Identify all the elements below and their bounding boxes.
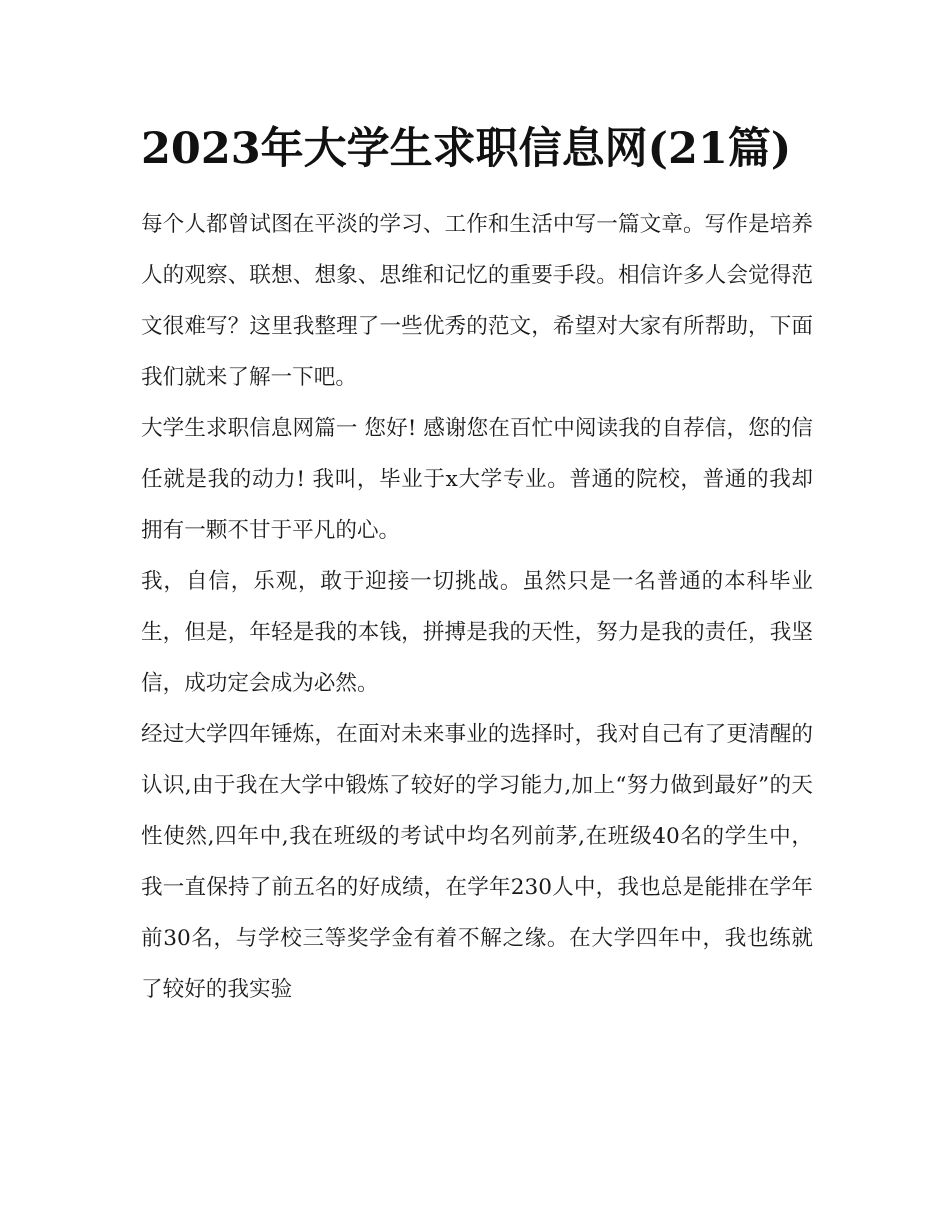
paragraph-university-experience: 经过大学四年锤炼，在面对未来事业的选择时，我对自己有了更清醒的认识,由于我在大学中锻炼了较好的学习能力,加上“努力做到最好”的天性使然,四年中,我在班级的考试中均名列前茅,在班级40名的学生中，我一直保持了前五名的好成绩，在学年230人中，我也总是能排在学年前30名，与学校三等奖学金有着不解之缘。在大学四年中，我也练就了较好的我实验 bbox=[141, 722, 813, 1002]
paragraph-self-description: 我，自信，乐观，敢于迎接一切挑战。虽然只是一名普通的本科毕业生，但是，年轻是我的本钱，拼搏是我的天性，努力是我的责任，我坚信，成功定会成为必然。 bbox=[141, 569, 813, 696]
paragraph-greeting: 大学生求职信息网篇一 您好! 感谢您在百忙中阅读我的自荐信，您的信任就是我的动力! 我叫，毕业于x大学专业。普通的院校，普通的我却拥有一颗不甘于平凡的心。 bbox=[141, 416, 813, 543]
document-body bbox=[141, 117, 813, 1015]
paragraph-intro: 每个人都曾试图在平淡的学习、工作和生活中写一篇文章。写作是培养人的观察、联想、想象、思维和记忆的重要手段。相信许多人会觉得范文很难写？这里我整理了一些优秀的范文，希望对大家有所帮助，下面我们就来了解一下吧。 bbox=[141, 212, 813, 390]
document-title: 2023年大学生求职信息网(21篇) bbox=[141, 124, 792, 174]
